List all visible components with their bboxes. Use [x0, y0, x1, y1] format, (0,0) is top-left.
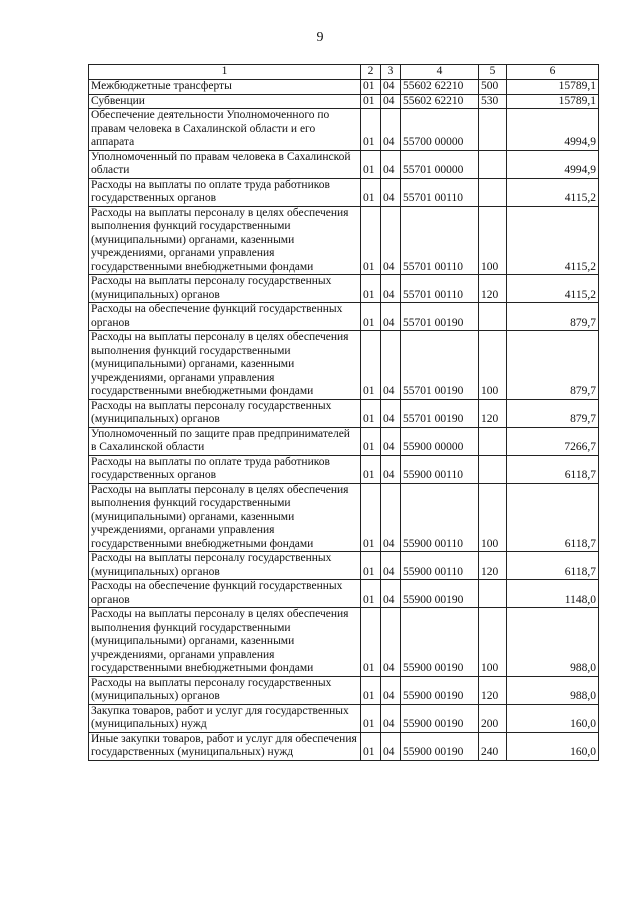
- expense-type-cell: 200: [479, 704, 507, 732]
- section-code-cell: 01: [361, 455, 381, 483]
- table-row: [89, 704, 599, 732]
- amount-cell: 6118,7: [507, 483, 599, 552]
- table-body: [89, 80, 599, 761]
- amount-cell: 879,7: [507, 303, 599, 331]
- amount-cell: 160,0: [507, 704, 599, 732]
- table-row: [89, 580, 599, 608]
- target-article-cell: 55701 00190: [401, 303, 479, 331]
- expense-type-cell: 500: [479, 80, 507, 95]
- expense-type-cell: 100: [479, 483, 507, 552]
- expense-type-cell: [479, 455, 507, 483]
- column-header: 2: [361, 65, 381, 80]
- expense-type-cell: [479, 580, 507, 608]
- budget-table: [88, 64, 599, 761]
- amount-cell: 160,0: [507, 732, 599, 760]
- expense-type-cell: 530: [479, 94, 507, 109]
- expense-type-cell: 120: [479, 399, 507, 427]
- table-row: [89, 455, 599, 483]
- section-code-cell: 01: [361, 150, 381, 178]
- section-code-cell: 01: [361, 331, 381, 400]
- target-article-cell: 55602 62210: [401, 94, 479, 109]
- target-article-cell: 55900 00190: [401, 676, 479, 704]
- row-name-cell: Обеспечение деятельности Уполномоченного по правам человека в Сахалинской области и его аппарата: [89, 109, 361, 151]
- expense-type-cell: 120: [479, 275, 507, 303]
- column-header: 6: [507, 65, 599, 80]
- expense-type-cell: [479, 427, 507, 455]
- row-name-cell: Уполномоченный по защите прав предпринимателей в Сахалинской области: [89, 427, 361, 455]
- amount-cell: 15789,1: [507, 94, 599, 109]
- table-row: [89, 608, 599, 677]
- subsection-code-cell: 04: [381, 109, 401, 151]
- section-code-cell: 01: [361, 206, 381, 275]
- row-name-cell: Расходы на выплаты по оплате труда работников государственных органов: [89, 455, 361, 483]
- expense-type-cell: 100: [479, 608, 507, 677]
- page-number: 9: [316, 30, 324, 45]
- amount-cell: 4115,2: [507, 178, 599, 206]
- subsection-code-cell: 04: [381, 676, 401, 704]
- amount-cell: 879,7: [507, 331, 599, 400]
- target-article-cell: 55701 00190: [401, 399, 479, 427]
- amount-cell: 879,7: [507, 399, 599, 427]
- column-header: 5: [479, 65, 507, 80]
- target-article-cell: 55701 00110: [401, 275, 479, 303]
- amount-cell: 4115,2: [507, 206, 599, 275]
- row-name-cell: Иные закупки товаров, работ и услуг для обеспечения государственных (муниципальных) нужд: [89, 732, 361, 760]
- subsection-code-cell: 04: [381, 483, 401, 552]
- target-article-cell: 55701 00110: [401, 206, 479, 275]
- expense-type-cell: 120: [479, 552, 507, 580]
- table-row: [89, 206, 599, 275]
- section-code-cell: 01: [361, 399, 381, 427]
- section-code-cell: 01: [361, 483, 381, 552]
- expense-type-cell: 240: [479, 732, 507, 760]
- subsection-code-cell: 04: [381, 80, 401, 95]
- expense-type-cell: [479, 150, 507, 178]
- target-article-cell: 55900 00190: [401, 580, 479, 608]
- row-name-cell: Расходы на выплаты персоналу государственных (муниципальных) органов: [89, 275, 361, 303]
- table-row: [89, 109, 599, 151]
- subsection-code-cell: 04: [381, 206, 401, 275]
- subsection-code-cell: 04: [381, 608, 401, 677]
- target-article-cell: 55700 00000: [401, 109, 479, 151]
- section-code-cell: 01: [361, 676, 381, 704]
- expense-type-cell: [479, 178, 507, 206]
- section-code-cell: 01: [361, 275, 381, 303]
- target-article-cell: 55900 00110: [401, 455, 479, 483]
- expense-type-cell: [479, 109, 507, 151]
- row-name-cell: Межбюджетные трансферты: [89, 80, 361, 95]
- amount-cell: 4994,9: [507, 109, 599, 151]
- target-article-cell: 55900 00000: [401, 427, 479, 455]
- section-code-cell: 01: [361, 552, 381, 580]
- row-name-cell: Закупка товаров, работ и услуг для государственных (муниципальных) нужд: [89, 704, 361, 732]
- table-row: [89, 150, 599, 178]
- table-row: [89, 275, 599, 303]
- section-code-cell: 01: [361, 608, 381, 677]
- table-row: [89, 483, 599, 552]
- subsection-code-cell: 04: [381, 275, 401, 303]
- row-name-cell: Расходы на обеспечение функций государственных органов: [89, 580, 361, 608]
- subsection-code-cell: 04: [381, 580, 401, 608]
- table-row: [89, 331, 599, 400]
- subsection-code-cell: 04: [381, 178, 401, 206]
- section-code-cell: 01: [361, 580, 381, 608]
- subsection-code-cell: 04: [381, 303, 401, 331]
- subsection-code-cell: 04: [381, 399, 401, 427]
- target-article-cell: 55900 00190: [401, 732, 479, 760]
- target-article-cell: 55602 62210: [401, 80, 479, 95]
- subsection-code-cell: 04: [381, 552, 401, 580]
- section-code-cell: 01: [361, 178, 381, 206]
- amount-cell: 4994,9: [507, 150, 599, 178]
- row-name-cell: Расходы на выплаты персоналу в целях обеспечения выполнения функций государственными (муниципальными) органами, казенными учреждениями, органами управления государственными внебюджетными фондами: [89, 608, 361, 677]
- column-header: 4: [401, 65, 479, 80]
- row-name-cell: Расходы на выплаты персоналу в целях обеспечения выполнения функций государственными (муниципальными) органами, казенными учреждениями, органами управления государственными внебюджетными фондами: [89, 206, 361, 275]
- row-name-cell: Расходы на выплаты персоналу государственных (муниципальных) органов: [89, 399, 361, 427]
- subsection-code-cell: 04: [381, 331, 401, 400]
- table-row: [89, 94, 599, 109]
- column-header: 3: [381, 65, 401, 80]
- amount-cell: 4115,2: [507, 275, 599, 303]
- target-article-cell: 55701 00110: [401, 178, 479, 206]
- section-code-cell: 01: [361, 427, 381, 455]
- subsection-code-cell: 04: [381, 704, 401, 732]
- expense-type-cell: 100: [479, 331, 507, 400]
- subsection-code-cell: 04: [381, 150, 401, 178]
- amount-cell: 1148,0: [507, 580, 599, 608]
- section-code-cell: 01: [361, 94, 381, 109]
- table-row: [89, 80, 599, 95]
- section-code-cell: 01: [361, 303, 381, 331]
- target-article-cell: 55701 00190: [401, 331, 479, 400]
- table-row: [89, 427, 599, 455]
- row-name-cell: Уполномоченный по правам человека в Сахалинской области: [89, 150, 361, 178]
- table-row: [89, 552, 599, 580]
- column-header: 1: [89, 65, 361, 80]
- subsection-code-cell: 04: [381, 455, 401, 483]
- amount-cell: 6118,7: [507, 455, 599, 483]
- row-name-cell: Расходы на выплаты персоналу в целях обеспечения выполнения функций государственными (муниципальными) органами, казенными учреждениями, органами управления государственными внебюджетными фондами: [89, 483, 361, 552]
- amount-cell: 988,0: [507, 676, 599, 704]
- row-name-cell: Субвенции: [89, 94, 361, 109]
- expense-type-cell: [479, 303, 507, 331]
- subsection-code-cell: 04: [381, 427, 401, 455]
- row-name-cell: Расходы на выплаты персоналу в целях обеспечения выполнения функций государственными (муниципальными) органами, казенными учреждениями, органами управления государственными внебюджетными фондами: [89, 331, 361, 400]
- expense-type-cell: 120: [479, 676, 507, 704]
- row-name-cell: Расходы на выплаты по оплате труда работников государственных органов: [89, 178, 361, 206]
- amount-cell: 7266,7: [507, 427, 599, 455]
- amount-cell: 15789,1: [507, 80, 599, 95]
- table-row: [89, 178, 599, 206]
- row-name-cell: Расходы на выплаты персоналу государственных (муниципальных) органов: [89, 676, 361, 704]
- row-name-cell: Расходы на выплаты персоналу государственных (муниципальных) органов: [89, 552, 361, 580]
- section-code-cell: 01: [361, 704, 381, 732]
- target-article-cell: 55900 00190: [401, 704, 479, 732]
- table-row: [89, 399, 599, 427]
- expense-type-cell: 100: [479, 206, 507, 275]
- table-row: [89, 676, 599, 704]
- section-code-cell: 01: [361, 109, 381, 151]
- target-article-cell: 55900 00110: [401, 483, 479, 552]
- subsection-code-cell: 04: [381, 94, 401, 109]
- target-article-cell: 55900 00110: [401, 552, 479, 580]
- target-article-cell: 55701 00000: [401, 150, 479, 178]
- amount-cell: 988,0: [507, 608, 599, 677]
- section-code-cell: 01: [361, 732, 381, 760]
- table-row: [89, 732, 599, 760]
- subsection-code-cell: 04: [381, 732, 401, 760]
- section-code-cell: 01: [361, 80, 381, 95]
- row-name-cell: Расходы на обеспечение функций государственных органов: [89, 303, 361, 331]
- amount-cell: 6118,7: [507, 552, 599, 580]
- table-header-row: [89, 65, 599, 80]
- table-row: [89, 303, 599, 331]
- target-article-cell: 55900 00190: [401, 608, 479, 677]
